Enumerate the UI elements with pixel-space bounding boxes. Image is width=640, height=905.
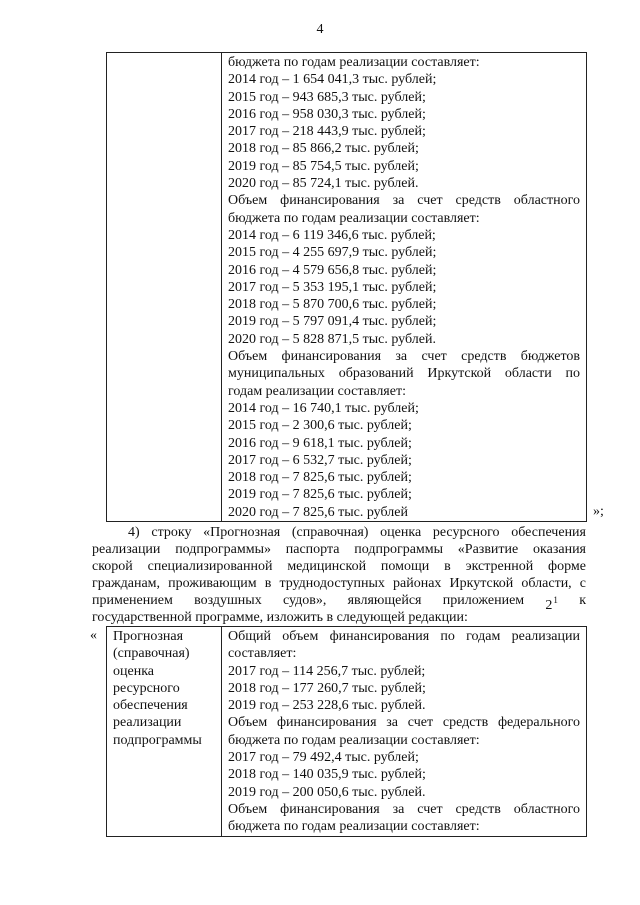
paragraph-line-6: государственной программе, изложить в следующей редакции: bbox=[92, 610, 468, 625]
text-line: 2018 год – 7 825,6 тыс. рублей; bbox=[228, 470, 412, 486]
text-line: 2019 год – 7 825,6 тыс. рублей; bbox=[228, 487, 412, 503]
text-line: 2017 год – 6 532,7 тыс. рублей; bbox=[228, 452, 412, 468]
word: применением bbox=[92, 593, 173, 608]
text-line: бюджета по годам реализации составляет: bbox=[228, 819, 480, 835]
word: к bbox=[579, 593, 586, 608]
text-line: 2018 год – 140 035,9 тыс. рублей; bbox=[228, 767, 426, 783]
opening-quote: « bbox=[90, 628, 97, 643]
closing-quote: »; bbox=[593, 504, 604, 519]
text-line: Объем финансирования за счет средств областного bbox=[228, 193, 580, 209]
text-line: ресурсного bbox=[113, 680, 180, 696]
text-line: 2016 год – 4 579 656,8 тыс. рублей; bbox=[228, 262, 437, 278]
table2-label-cell bbox=[107, 627, 222, 837]
text-line: 2015 год – 2 300,6 тыс. рублей; bbox=[228, 418, 412, 434]
text-line: 2014 год – 1 654 041,3 тыс. рублей; bbox=[228, 72, 437, 88]
superscript: 1 bbox=[553, 595, 558, 605]
text-line: (справочная) bbox=[113, 646, 190, 662]
text-line: 2018 год – 5 870 700,6 тыс. рублей; bbox=[228, 297, 437, 313]
paragraph-line-1: 4) строку «Прогнозная (справочная) оценка ресурсного обеспечения bbox=[128, 525, 586, 540]
table1-right-cell bbox=[222, 53, 587, 522]
paragraph-line-3: скорой специализированной медицинской помощи в экстренной форме bbox=[92, 559, 586, 574]
text-line: 2020 год – 7 825,6 тыс. рублей bbox=[228, 504, 408, 520]
paragraph-line-4: гражданам, проживающим в труднодоступных районах Иркутской области, с bbox=[92, 576, 586, 591]
text-line: Объем финансирования за счет средств бюджетов bbox=[228, 349, 580, 365]
appendix-number: $2^1$ bbox=[545, 595, 558, 613]
text-line: бюджета по годам реализации составляет: bbox=[228, 210, 480, 226]
text-line: 2018 год – 85 866,2 тыс. рублей; bbox=[228, 141, 419, 157]
text-line: годам реализации составляет: bbox=[228, 383, 406, 399]
text-line: 2016 год – 9 618,1 тыс. рублей; bbox=[228, 435, 412, 451]
text-line: 2017 год – 5 353 195,1 тыс. рублей; bbox=[228, 279, 437, 295]
text-line: 2020 год – 85 724,1 тыс. рублей. bbox=[228, 176, 419, 192]
text-line: 2018 год – 177 260,7 тыс. рублей; bbox=[228, 680, 426, 696]
text-line: оценка bbox=[113, 663, 155, 679]
text-line: 2014 год – 6 119 346,6 тыс. рублей; bbox=[228, 227, 436, 243]
text-line: 2020 год – 5 828 871,5 тыс. рублей. bbox=[228, 331, 436, 347]
text-line: 2015 год – 943 685,3 тыс. рублей; bbox=[228, 89, 426, 105]
text-line: обеспечения bbox=[113, 698, 188, 714]
resource-estimate-table bbox=[106, 626, 587, 837]
word: судов», bbox=[282, 593, 327, 608]
text-line: реализации bbox=[113, 715, 182, 731]
word: приложением bbox=[442, 593, 525, 608]
word: воздушных bbox=[194, 593, 262, 608]
table2-content-cell bbox=[222, 627, 587, 837]
text-line: составляет: bbox=[228, 646, 297, 662]
text-line: бюджета по годам реализации составляет: bbox=[228, 732, 480, 748]
text-line: Прогнозная bbox=[113, 629, 184, 644]
text-line: 2019 год – 5 797 091,4 тыс. рублей; bbox=[228, 314, 437, 330]
text-line: 2017 год – 218 443,9 тыс. рублей; bbox=[228, 124, 426, 140]
text-line: 2016 год – 958 030,3 тыс. рублей; bbox=[228, 106, 426, 122]
text-line: Объем финансирования за счет средств федерального bbox=[228, 715, 580, 731]
text-line: Объем финансирования за счет средств областного bbox=[228, 801, 580, 817]
page-number: 4 bbox=[316, 22, 324, 37]
paragraph-line-2: реализации подпрограммы» паспорта подпрограммы «Развитие оказания bbox=[92, 542, 586, 557]
text-line: 2017 год – 79 492,4 тыс. рублей; bbox=[228, 750, 419, 766]
text-line: 2015 год – 4 255 697,9 тыс. рублей; bbox=[228, 245, 437, 261]
table1-left-cell bbox=[107, 53, 222, 522]
text-line: бюджета по годам реализации составляет: bbox=[228, 55, 480, 70]
word: являющейся bbox=[347, 593, 422, 608]
text-line: 2019 год – 253 228,6 тыс. рублей. bbox=[228, 698, 426, 714]
text-line: Общий объем финансирования по годам реализации bbox=[228, 629, 580, 644]
text-line: 2017 год – 114 256,7 тыс. рублей; bbox=[228, 663, 426, 679]
text-line: муниципальных образований Иркутской области по bbox=[228, 366, 580, 382]
text-line: 2019 год – 85 754,5 тыс. рублей; bbox=[228, 158, 419, 174]
text-line: 2019 год – 200 050,6 тыс. рублей. bbox=[228, 784, 426, 800]
funding-table-continuation bbox=[106, 52, 587, 522]
text-line: подпрограммы bbox=[113, 732, 202, 748]
text-line: 2014 год – 16 740,1 тыс. рублей; bbox=[228, 400, 419, 416]
